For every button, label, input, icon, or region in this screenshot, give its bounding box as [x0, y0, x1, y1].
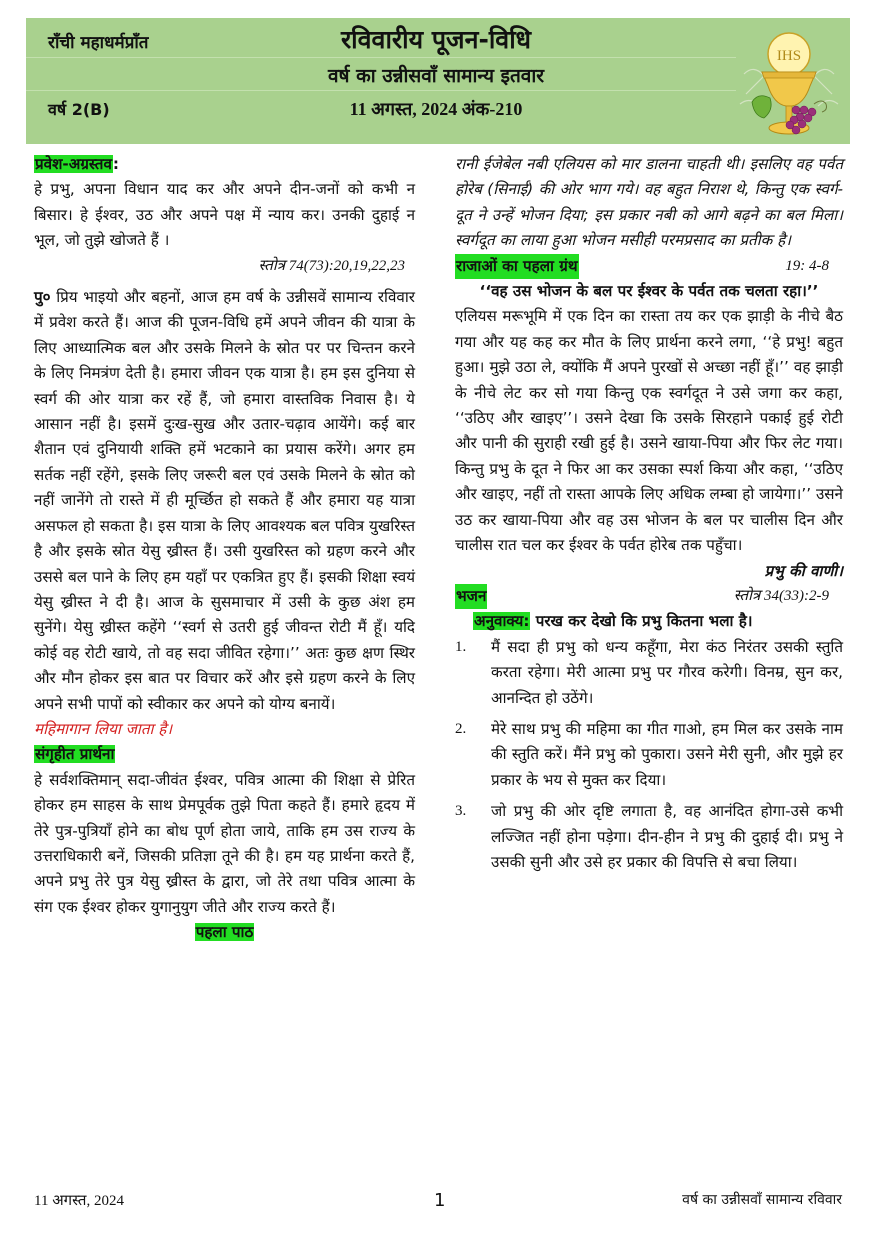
right-column — [455, 152, 843, 875]
verse-text: मैं सदा ही प्रभु को धन्य कहूँगा, मेरा कंठ निरंतर उसकी स्तुति करता रहेगा। मेरी आत्मा प्रभु पर गौरव करेगी। विनम्र, सुन कर, आनन्दित हो उठेंगे। — [491, 637, 843, 707]
entrance-antiphon-ref: स्तोत्र 74(73):20,19,22,23 — [258, 257, 405, 274]
reading-heading-row — [455, 254, 843, 279]
psalm-response — [455, 609, 843, 634]
psalm-verse — [455, 717, 843, 793]
first-reading-heading — [34, 920, 415, 945]
section-highlight: पहला पाठ — [195, 923, 254, 942]
chalice-host-icon — [734, 24, 844, 138]
page-subtitle: वर्ष का उन्नीसवाँ सामान्य इतवार — [327, 65, 545, 87]
response-label: अनुवाक्य: — [474, 612, 530, 631]
response-text: परख कर देखो कि प्रभु कितना भला है। — [535, 612, 753, 631]
introduction-text: प्रिय भाइयो और बहनों, आज हम वर्ष के उन्नीसवें सामान्य रविवार में प्रवेश करते हैं। आज की पूजन-विधि हमें अपने जीवन की यात्रा के लिए आध्यात्मिक बल और उसके मिलने के स्रोत पर पर चिन्तन करने के लिए निमत्रंण देती है। हमारा जीवन एक यात्रा है। हम इस दुनिया से स्वर्ग की ओर यात्रा कर रहें हैं, जो हमारा वास्तविक निवास है। ये आसान नहीं है। इसमें दुःख-सुख और उतार-चढ़ाव आयेंगे। कई बार शैतान एवं दुनियायी शक्ति हमें भटकाने का प्रयास करेंगे। अगर हम सर्तक नहीं रहेंगे, इसके लिए जरूरी बल एवं उसके मिलने के स्रोत को नहीं जानेंगे तो रास्ते में ही मूर्च्छित हो सकते हैं और हमारा यह यात्रा असफल हो सकता है। इस यात्रा के लिए आवश्यक बल पवित्र युखरिस्त है और इसके स्रोत येसु ख्रीस्त हैं। उसी युखरिस्त को ग्रहण करने और उससे बल पाने के लिए हम यहाँ पर एकत्रित हुए हैं। इसकी शिक्षा स्वयं येसु ख्रीस्त ने दी है। आज के सुसमाचार में उसी के कुछ अंश हम सुनेंगे। येसु ख्रीस्त कहेंगे ‘‘स्वर्ग से उतरी हुई जीवन्त रोटी मैं हूँ। यदि कोई वह रोटी खाये, तो वह सदा जीवित रहेगा।’’ अतः कुछ क्षण स्थिर और मौन होकर इस बात पर विचार करें और इसे ग्रहण करने के लिए अपने सभी पापों को स्वीकार कर अपने को योग्य बनायें। — [34, 288, 416, 713]
priest-marker: पु० — [34, 288, 51, 307]
issue-date: 11 अगस्त, 2024 अंक-210 — [349, 99, 523, 119]
psalm-heading-row — [455, 584, 843, 609]
page-footer — [34, 1190, 842, 1214]
gloria-rubric: महिमागान लिया जाता है। — [34, 719, 173, 738]
divider — [26, 57, 736, 58]
page-number: 1 — [434, 1190, 446, 1211]
left-column — [34, 152, 415, 946]
section-highlight: संगृहीत प्रार्थना — [35, 745, 115, 764]
diocese-name: राँची महाधर्मप्राँत — [48, 33, 149, 53]
psalm-ref: स्तोत्र 34(33):2-9 — [733, 587, 829, 604]
section-highlight: प्रवेश-अग्रस्तव — [35, 155, 112, 173]
psalm-verse — [455, 635, 843, 711]
page-title: रविवारीय पूजन-विधि — [340, 25, 532, 54]
footer-title: वर्ष का उन्नीसवाँ सामान्य रविवार — [682, 1192, 842, 1208]
reading-book: राजाओं का पहला ग्रंथ — [455, 254, 579, 279]
reading-closing: प्रभु की वाणी। — [764, 561, 843, 580]
liturgical-year: वर्ष 2(B) — [48, 100, 110, 119]
entrance-antiphon-heading — [34, 152, 415, 177]
verse-text: मेरे साथ प्रभु की महिमा का गीत गाओ, हम मिल कर उसके नाम की स्तुति करें। मैंने प्रभु को पुकारा। उसने मेरी सुनी, और मुझे हर प्रकार के भय से मुक्त कर दिया। — [491, 719, 843, 789]
introduction — [34, 285, 415, 717]
reading-headline: ‘‘वह उस भोजन के बल पर ईश्वर के पर्वत तक चलता रहा।’’ — [479, 282, 819, 301]
reading-introduction: रानी ईजेबेल नबी एलियस को मार डालना चाहती थी। इसलिए वह पर्वत होरेब (सिनाई) की ओर भाग गये। वह बहुत निराश थे, किन्तु एक स्वर्ग-दूत ने उन्हें भोजन दिया; इस प्रकार नबी को आगे बढ़ने का बल मिला। स्वर्गदूत का लाया हुआ भोजन मसीही परमप्रसाद का प्रतीक है। — [455, 155, 843, 250]
reading-text: एलियस मरूभूमि में एक दिन का रास्ता तय कर एक झाड़ी के नीचे बैठ गया और यह कह कर मौत के लिए प्रार्थना करने लगा, ‘‘हे प्रभु! बहुत हुआ। मुझे उठा ले, क्योंकि मैं अपने पुरखों से अच्छा नहीं हूँ।’’ वह झाड़ी के नीचे लेट कर सो गया किन्तु एक स्वर्गदूत ने उसे जगा कर कहा, ‘‘उठिए और खाइए’’। उसने देखा कि उसके सिरहाने पकाई हुई रोटी और पानी की सुराही रखी हुई है। उसने खाया-पिया और फिर लेट गया। किन्तु प्रभु के दूत ने फिर आ कर उसका स्पर्श किया और कहा, ‘‘उठिए और खाइए, नहीं तो रास्ता आपके लिए अधिक लम्बा हो जायेगा।’’ उसने उठ कर खाया-पिया और वह उस भोजन के बल पर चालीस दिन और चालीस रात चल कर ईश्वर के पर्वत होरेब तक पहुँचा। — [455, 307, 843, 555]
entrance-antiphon-text: हे प्रभु, अपना विधान याद कर और अपने दीन-जनों को कभी न बिसार। हे ईश्वर, उठ और अपने पक्ष में न्याय कर। उनकी दुहाई न भूल, जो तुझे खोजते हैं । — [34, 180, 415, 250]
verse-text: जो प्रभु की ओर दृष्टि लगाता है, वह आनंदित होगा-उसे कभी लज्जित नहीं होना पड़ेगा। दीन-हीन ने प्रभु की दुहाई दी। प्रभु ने उसकी सुनी और उसे हर प्रकार की विपत्ति से बचा लिया। — [491, 802, 843, 871]
reading-ref: 19: 4-8 — [785, 257, 829, 274]
psalm-heading: भजन — [455, 584, 487, 609]
verse-number: 3. — [455, 803, 467, 820]
footer-date: 11 अगस्त, 2024 — [34, 1193, 124, 1209]
divider — [26, 90, 736, 91]
collect-heading — [34, 742, 415, 767]
psalm-verse — [455, 799, 843, 875]
verse-number: 2. — [455, 720, 467, 737]
heading-colon: : — [112, 155, 119, 173]
ihs-logo-text: IHS — [776, 48, 802, 64]
verse-number: 1. — [455, 638, 467, 655]
masthead — [26, 18, 850, 144]
collect-text: हे सर्वशक्तिमान् सदा-जीवंत ईश्वर, पवित्र आत्मा की शिक्षा से प्रेरित होकर हम साहस के साथ प्रेमपूर्वक तुझे पिता कहते हैं। हमारे हृदय में तेरे पुत्र-पुत्रियाँ होने का बोध पूर्ण होता जाये, ताकि हम उस राज्य के उत्तराधिकारी बनें, जिसकी प्रतिज्ञा तूने की है। हम यह प्रार्थना करते हैं, अपने प्रभु तेरे पुत्र येसु ख्रीस्त के द्वारा, जो तेरे तथा पवित्र आत्मा के संग एक ईश्वर होकर युगानुयुग जीते और राज्य करते हैं। — [34, 770, 415, 916]
